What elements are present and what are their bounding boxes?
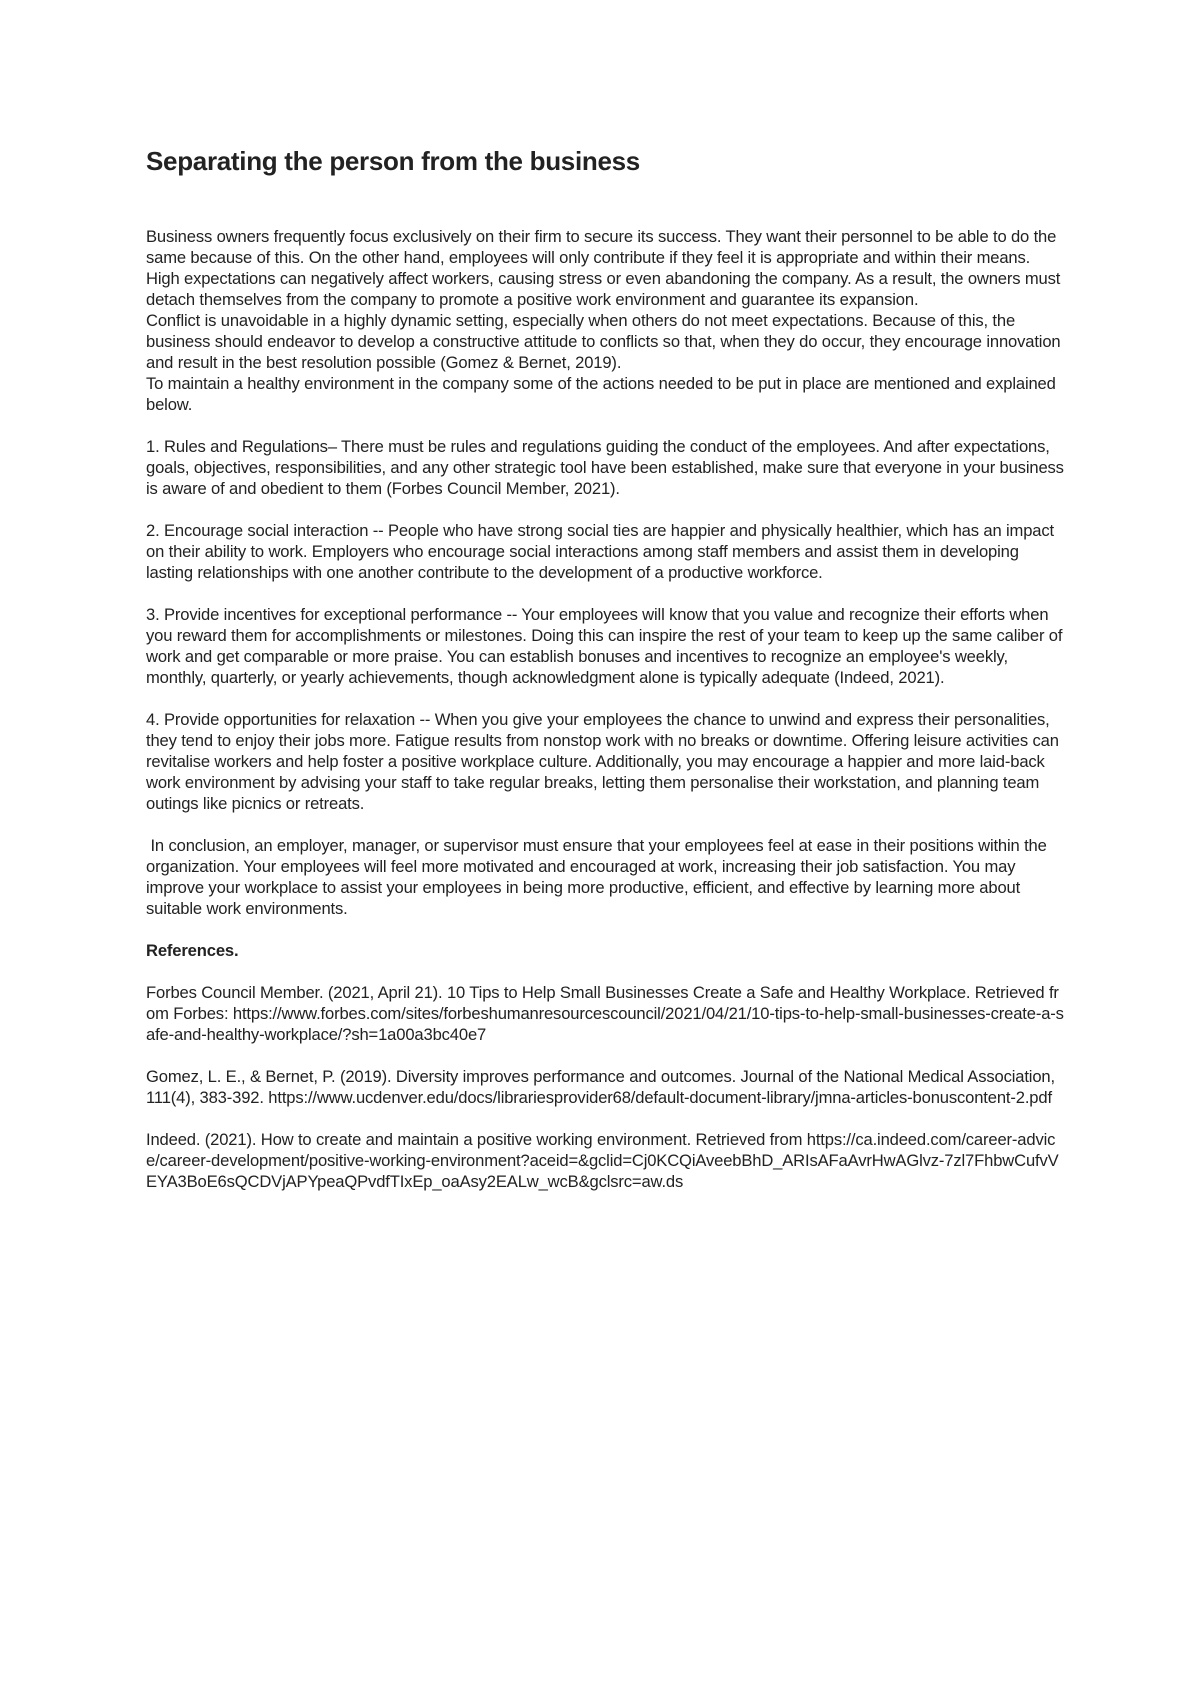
point-paragraph: 4. Provide opportunities for relaxation -- When you give your employees the chance to unwind and express their personalities, they tend to enjoy their jobs more. Fatigue results from nonstop work with no breaks or downtime. Offering leisure activities can revitalise workers and help foster a positive workplace culture. Additionally, you may encourage a happier and more laid-back work environment by advising your staff to take regular breaks, letting them personalise their workstation, and planning team outings like picnics or retreats.	[146, 710, 1059, 813]
document-body	[146, 226, 1066, 1192]
conclusion-paragraph: In conclusion, an employer, manager, or supervisor must ensure that your employees feel at ease in their positions within the organization. Your employees will feel more motivated and encouraged at work, increasing their job satisfaction. You may improve your workplace to assist your employees in being more productive, efficient, and effective by learning more about suitable work environments.	[146, 836, 1052, 918]
intro-paragraph: Business owners frequently focus exclusively on their firm to secure its success. They want their personnel to be able to do the same because of this. On the other hand, employees will only contribute if they feel it is appropriate and within their means. High expectations can negatively affect workers, causing stress or even abandoning the company. As a result, the owners must detach themselves from the company to promote a positive work environment and guarantee its expansion.	[146, 227, 1061, 309]
reference-entry: Indeed. (2021). How to create and maintain a positive working environment. Retrieved from https://ca.indeed.com/career-advice/career-development/positive-working-environment?aceid=&gclid=Cj0KCQiAveebBhD_ARIsAFaAvrHwAGlvz-7zl7FhbwCufvVEYA3BoE6sQCDVjAPYpeaQPvdfTIxEp_oaAsy2EALw_wcB&gclsrc=aw.ds	[146, 1130, 1059, 1191]
reference-entry: Gomez, L. E., & Bernet, P. (2019). Diversity improves performance and outcomes. Journal of the National Medical Association, 111(4), 383-392. https://www.ucdenver.edu/docs/librariesprovider68/default-document-library/jmna-articles-bonuscontent-2.pdf	[146, 1067, 1055, 1107]
point-paragraph: 3. Provide incentives for exceptional performance -- Your employees will know that you value and recognize their efforts when you reward them for accomplishments or milestones. Doing this can inspire the rest of your team to keep up the same caliber of work and get comparable or more praise. You can establish bonuses and incentives to recognize an employee's weekly, monthly, quarterly, or yearly achievements, though acknowledgment alone is typically adequate (Indeed, 2021).	[146, 605, 1063, 687]
point-paragraph: 2. Encourage social interaction -- People who have strong social ties are happier and physically healthier, which has an impact on their ability to work. Employers who encourage social interactions among staff members and assist them in developing lasting relationships with one another contribute to the development of a productive workforce.	[146, 521, 1054, 582]
point-paragraph: 1. Rules and Regulations– There must be rules and regulations guiding the conduct of the employees. And after expectations, goals, objectives, responsibilities, and any other strategic tool have been established, make sure that everyone in your business is aware of and obedient to them (Forbes Council Member, 2021).	[146, 437, 1064, 498]
document-title: Separating the person from the business	[146, 146, 640, 176]
reference-entry: Forbes Council Member. (2021, April 21). 10 Tips to Help Small Businesses Create a Safe and Healthy Workplace. Retrieved from Forbes: https://www.forbes.com/sites/forbeshumanresourcescouncil/2021/04/21/10-tips-to-help-small-businesses-create-a-safe-and-healthy-workplace/?sh=1a00a3bc40e7	[146, 983, 1064, 1044]
references-heading: References.	[146, 941, 239, 960]
intro-section	[146, 226, 1066, 415]
intro-paragraph: Conflict is unavoidable in a highly dynamic setting, especially when others do not meet expectations. Because of this, the business should endeavor to develop a constructive attitude to conflicts so that, when they do occur, they encourage innovation and result in the best resolution possible (Gomez & Bernet, 2019).	[146, 311, 1061, 372]
document-page	[146, 140, 1066, 1213]
intro-paragraph: To maintain a healthy environment in the company some of the actions needed to be put in place are mentioned and explained below.	[146, 374, 1056, 414]
